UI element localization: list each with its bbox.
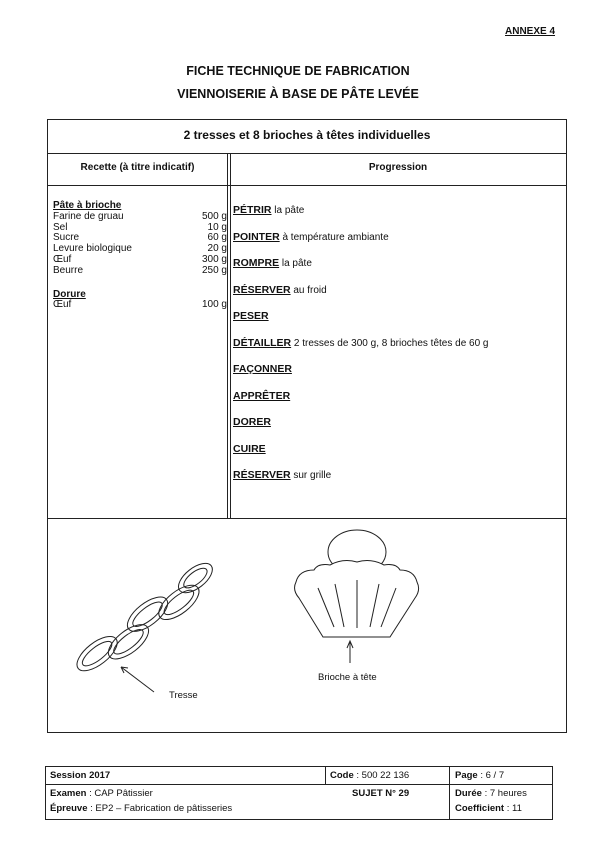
progression-step: [233, 364, 551, 376]
footer-coefficient: Coefficient : 11: [455, 803, 522, 814]
step-verb: RÉSERVER: [233, 283, 291, 296]
annexe-label: ANNEXE 4: [505, 26, 556, 37]
divider-column-left: [227, 153, 228, 518]
step-verb: DORER: [233, 416, 271, 428]
progression-step: [233, 285, 551, 297]
divider-column-right: [230, 153, 231, 518]
ingredient-quantity: 100 g: [201, 299, 227, 311]
step-detail: 2 tresses de 300 g, 8 brioches têtes de 60 g: [293, 337, 489, 349]
footer-divider-1: [325, 767, 326, 784]
footer-duree: Durée : 7 heures: [455, 788, 527, 799]
step-verb: APPRÊTER: [233, 389, 291, 402]
progression-step: [233, 470, 551, 482]
ingredient-name: Œuf: [53, 253, 72, 265]
ingredient-quantity: 500 g: [201, 210, 227, 222]
progression-step: [233, 391, 551, 403]
step-verb: POINTER: [233, 230, 280, 243]
step-verb: PÉTRIR: [233, 204, 272, 216]
footer-epreuve: Épreuve : EP2 – Fabrication de pâtisseries: [50, 803, 233, 814]
progression-step: [233, 258, 551, 270]
technical-sheet-frame: [47, 119, 567, 733]
progression-steps: [233, 205, 551, 497]
step-detail: au froid: [293, 284, 327, 296]
ingredient-name: Sel: [53, 221, 68, 233]
document-title-line2: VIENNOISERIE À BASE DE PÂTE LEVÉE: [177, 87, 419, 101]
progression-step: [233, 444, 551, 456]
progression-step: [233, 417, 551, 429]
recipe-section-title: Dorure: [53, 288, 86, 300]
step-verb: DÉTAILLER: [233, 336, 292, 349]
ingredient-quantity: 250 g: [201, 264, 227, 276]
divider-column-headers: [48, 185, 566, 186]
step-verb: ROMPRE: [233, 257, 280, 269]
ingredient-row: [53, 266, 227, 277]
progression-step: [233, 205, 551, 217]
brioche-drawing: [295, 530, 419, 663]
ingredient-name: Œuf: [53, 299, 72, 311]
exam-footer-table: [45, 766, 553, 820]
document-title-line1: FICHE TECHNIQUE DE FABRICATION: [186, 64, 410, 78]
progression-step: [233, 311, 551, 323]
brioche-caption: Brioche à tête: [318, 672, 377, 683]
ingredient-row: [53, 244, 227, 255]
illustrations-drawing: [48, 518, 566, 733]
footer-sujet: SUJET N° 29: [352, 788, 410, 799]
ingredient-name: Levure biologique: [53, 243, 132, 255]
ingredient-name: Beurre: [53, 264, 84, 276]
ingredient-row: [53, 300, 227, 311]
divider-subtitle: [48, 153, 566, 154]
tresse-drawing: [71, 556, 223, 692]
step-verb: RÉSERVER: [233, 469, 291, 481]
recipe-section-title: Pâte à brioche: [53, 200, 122, 211]
tresse-caption: Tresse: [169, 690, 198, 701]
ingredient-name: Farine de gruau: [53, 210, 124, 222]
ingredient-quantity: 300 g: [201, 253, 227, 265]
illustrations-area: [48, 518, 566, 733]
footer-session: Session 2017: [50, 770, 111, 781]
column-header-progression: Progression: [368, 162, 428, 173]
ingredient-row: [53, 212, 227, 223]
footer-page: Page : 6 / 7: [455, 770, 505, 781]
ingredient-quantity: 20 g: [207, 243, 227, 255]
step-detail: sur grille: [293, 470, 332, 481]
ingredient-quantity: 60 g: [207, 232, 227, 244]
progression-step: [233, 338, 551, 350]
ingredient-name: Sucre: [53, 232, 80, 244]
step-verb: FAÇONNER: [233, 363, 292, 375]
ingredient-row: [53, 223, 227, 234]
step-detail: la pâte: [274, 205, 305, 216]
recipe-subtitle: 2 tresses et 8 brioches à têtes individuelles: [183, 128, 431, 142]
step-verb: CUIRE: [233, 442, 266, 455]
footer-examen: Examen : CAP Pâtissier: [50, 788, 153, 799]
recipe-list: [53, 201, 227, 311]
footer-code: Code : 500 22 136: [330, 770, 410, 781]
footer-row-divider: [46, 784, 552, 785]
footer-divider-2: [449, 767, 450, 819]
ingredient-quantity: 10 g: [207, 221, 227, 233]
step-detail: la pâte: [281, 258, 312, 269]
column-header-recipe: Recette (à titre indicatif): [80, 162, 195, 173]
step-verb: PESER: [233, 310, 269, 322]
progression-step: [233, 232, 551, 244]
step-detail: à température ambiante: [282, 231, 389, 243]
